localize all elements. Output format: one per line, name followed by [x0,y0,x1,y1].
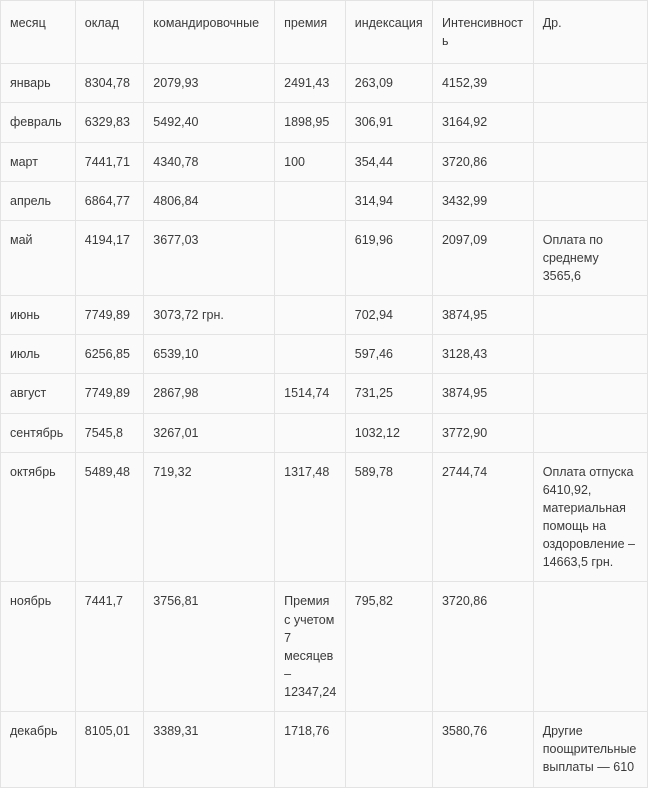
cell-month: апрель [1,181,76,220]
cell-other [533,181,647,220]
cell-intensity: 2097,09 [432,220,533,295]
cell-salary: 8304,78 [75,64,144,103]
cell-month: сентябрь [1,413,76,452]
cell-indexation: 597,46 [345,335,432,374]
cell-month: ноябрь [1,582,76,712]
column-header-salary [75,1,144,64]
cell-salary: 7545,8 [75,413,144,452]
cell-salary: 7749,89 [75,374,144,413]
cell-intensity: 2744,74 [432,452,533,582]
table-row [1,103,648,142]
table-row [1,64,648,103]
cell-intensity: 4152,39 [432,64,533,103]
cell-bonus [275,220,346,295]
table-row [1,582,648,712]
cell-travel: 6539,10 [144,335,275,374]
cell-month: октябрь [1,452,76,582]
column-header-indexation [345,1,432,64]
cell-other: Другие поощрительные выплаты — 610 [533,712,647,787]
cell-intensity: 3128,43 [432,335,533,374]
cell-bonus [275,296,346,335]
cell-bonus [275,181,346,220]
cell-bonus: 1514,74 [275,374,346,413]
cell-month: март [1,142,76,181]
cell-indexation: 306,91 [345,103,432,142]
cell-indexation: 702,94 [345,296,432,335]
cell-bonus: 1718,76 [275,712,346,787]
cell-salary: 7749,89 [75,296,144,335]
cell-salary: 7441,71 [75,142,144,181]
cell-travel: 5492,40 [144,103,275,142]
cell-salary: 7441,7 [75,582,144,712]
cell-salary: 6864,77 [75,181,144,220]
cell-indexation: 1032,12 [345,413,432,452]
table-row [1,181,648,220]
table-body [1,1,648,788]
cell-salary: 6329,83 [75,103,144,142]
table-row [1,452,648,582]
column-header-intensity [432,1,533,64]
cell-salary: 8105,01 [75,712,144,787]
cell-intensity: 3874,95 [432,296,533,335]
cell-bonus: 2491,43 [275,64,346,103]
cell-other [533,142,647,181]
cell-other [533,582,647,712]
header-label: премия [284,16,328,30]
cell-intensity: 3580,76 [432,712,533,787]
table-row [1,220,648,295]
table-row [1,296,648,335]
cell-travel: 3756,81 [144,582,275,712]
header-label: командировочные [153,16,260,30]
cell-travel: 2867,98 [144,374,275,413]
cell-other [533,296,647,335]
header-label: месяц [10,16,46,30]
cell-intensity: 3720,86 [432,142,533,181]
header-label: Др. [542,16,562,30]
cell-month: июнь [1,296,76,335]
cell-bonus: 1898,95 [275,103,346,142]
cell-intensity: 3164,92 [432,103,533,142]
cell-indexation: 731,25 [345,374,432,413]
cell-travel: 3267,01 [144,413,275,452]
cell-month: январь [1,64,76,103]
cell-intensity: 3720,86 [432,582,533,712]
cell-other [533,335,647,374]
cell-indexation: 589,78 [345,452,432,582]
header-label: Интенсивность [441,16,524,49]
cell-month: декабрь [1,712,76,787]
cell-travel: 3389,31 [144,712,275,787]
cell-month: июль [1,335,76,374]
cell-intensity: 3432,99 [432,181,533,220]
table-row [1,712,648,787]
cell-month: август [1,374,76,413]
cell-intensity: 3874,95 [432,374,533,413]
cell-month: май [1,220,76,295]
cell-salary: 6256,85 [75,335,144,374]
cell-travel: 4806,84 [144,181,275,220]
cell-other [533,374,647,413]
cell-intensity: 3772,90 [432,413,533,452]
cell-other: Оплата отпуска 6410,92, материальная помощь на оздоровление – 14663,5 грн. [533,452,647,582]
cell-indexation: 263,09 [345,64,432,103]
cell-salary: 5489,48 [75,452,144,582]
cell-bonus: Премия с учетом 7 месяцев – 12347,24 [275,582,346,712]
cell-bonus [275,413,346,452]
cell-indexation: 619,96 [345,220,432,295]
table-row [1,142,648,181]
column-header-other [533,1,647,64]
cell-bonus [275,335,346,374]
cell-other [533,103,647,142]
cell-travel: 3073,72 грн. [144,296,275,335]
cell-indexation: 354,44 [345,142,432,181]
cell-travel: 4340,78 [144,142,275,181]
column-header-month [1,1,76,64]
cell-month: февраль [1,103,76,142]
cell-travel: 2079,93 [144,64,275,103]
cell-indexation [345,712,432,787]
cell-indexation: 314,94 [345,181,432,220]
column-header-travel [144,1,275,64]
table-row [1,335,648,374]
cell-bonus: 100 [275,142,346,181]
header-label: индексация [354,16,423,30]
cell-travel: 719,32 [144,452,275,582]
cell-salary: 4194,17 [75,220,144,295]
table-row [1,413,648,452]
table-header-row [1,1,648,64]
column-header-bonus [275,1,346,64]
cell-travel: 3677,03 [144,220,275,295]
cell-indexation: 795,82 [345,582,432,712]
cell-bonus: 1317,48 [275,452,346,582]
header-label: оклад [84,16,119,30]
cell-other: Оплата по среднему 3565,6 [533,220,647,295]
table-row [1,374,648,413]
cell-other [533,413,647,452]
cell-other [533,64,647,103]
